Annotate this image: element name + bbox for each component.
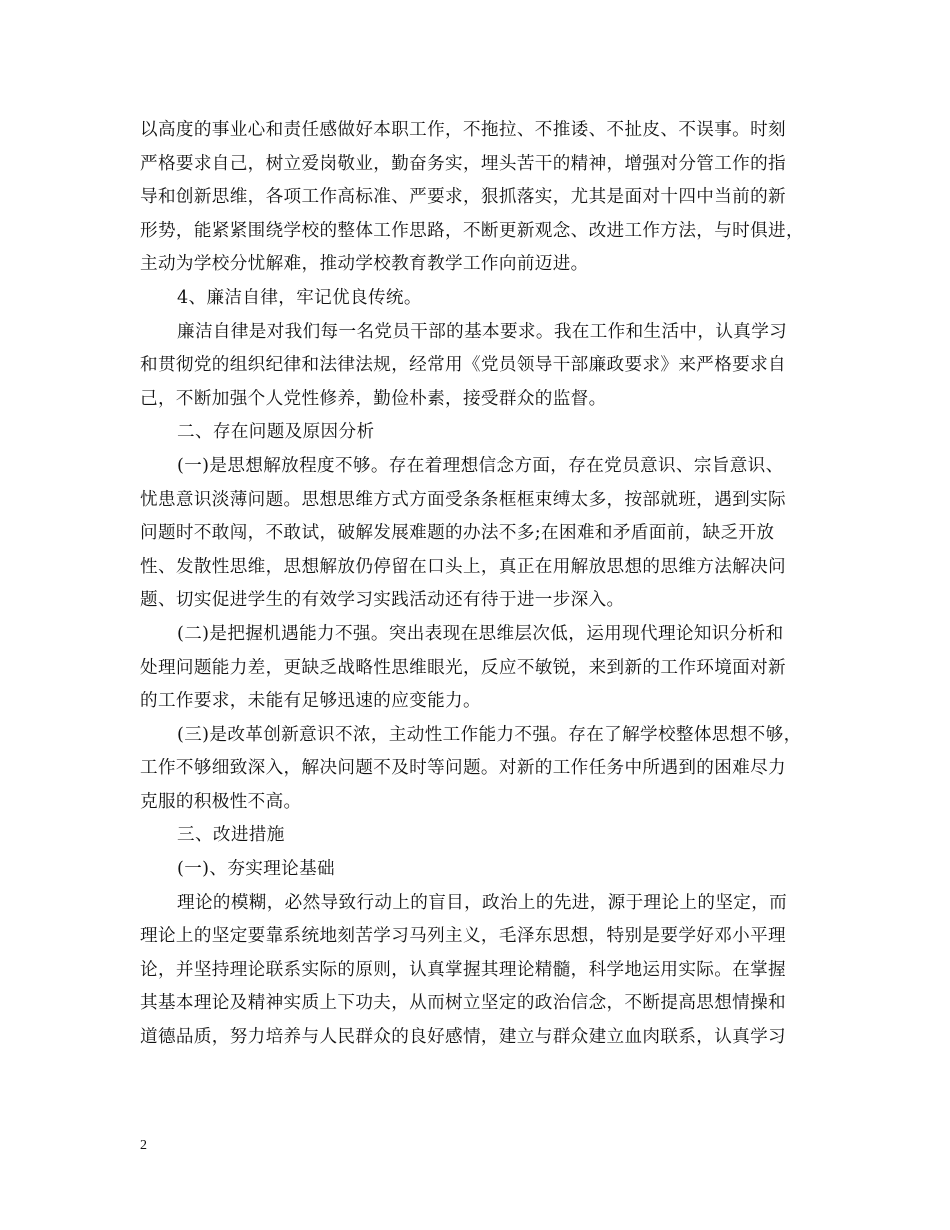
section-heading: 二、存在问题及原因分析 (177, 422, 375, 443)
body-text-line: 处理问题能力差，更缺乏战略性思维眼光，反应不敏锐，来到新的工作环境面对新 (140, 657, 786, 678)
paragraph-first-line: 廉洁自律是对我们每一名党员干部的基本要求。我在工作和生活中，认真学习 (177, 321, 788, 342)
body-text-line: 理论上的坚定要靠系统地刻苦学习马列主义，毛泽东思想，特别是要学好邓小平理 (140, 926, 786, 947)
paragraph-first-line: (二)是把握机遇能力不强。突出表现在思维层次低，运用现代理论知识分析和 (177, 623, 784, 644)
subsection-heading: (一)、夯实理论基础 (177, 859, 335, 880)
document-body (140, 114, 812, 1055)
body-text-line: 道德品质，努力培养与人民群众的良好感情，建立与群众建立血肉联系，认真学习 (140, 1027, 786, 1048)
body-text-line: 和贯彻党的组织纪律和法律法规，经常用《党员领导干部廉政要求》来严格要求自 (140, 355, 786, 376)
body-text-line: 工作不够细致深入，解决问题不及时等问题。对新的工作任务中所遇到的困难尽力 (140, 758, 786, 779)
body-text-line: 其基本理论及精神实质上下功夫，从而树立坚定的政治信念，不断提高思想情操和 (140, 993, 786, 1014)
body-text-line: 主动为学校分忧解难，推动学校教育教学工作向前迈进。 (140, 254, 589, 275)
body-text-line: 导和创新思维，各项工作高标准、严要求，狠抓落实，尤其是面对十四中当前的新 (140, 187, 786, 208)
body-text-line: 克服的积极性不高。 (140, 791, 302, 812)
section-heading: 三、改进措施 (177, 825, 285, 846)
body-text-line: 题、切实促进学生的有效学习实践活动还有待于进一步深入。 (140, 590, 625, 611)
body-text-line: 以高度的事业心和责任感做好本职工作，不拖拉、不推诿、不扯皮、不误事。时刻 (140, 120, 786, 140)
body-text-line: 性、发散性思维，思想解放仍停留在口头上，真正在用解放思想的思维方法解决问 (140, 556, 786, 577)
paragraph-first-line: (一)是思想解放程度不够。存在着理想信念方面，存在党员意识、宗旨意识、 (177, 455, 784, 476)
paragraph-first-line: (三)是改革创新意识不浓，主动性工作能力不强。存在了解学校整体思想不够， (177, 724, 802, 745)
body-text-line: 严格要求自己，树立爱岗敬业，勤奋务实，埋头苦干的精神，增强对分管工作的指 (140, 153, 786, 174)
section-heading: 4、廉洁自律，牢记优良传统。 (177, 287, 422, 308)
body-text-line: 论，并坚持理论联系实际的原则，认真掌握其理论精髓，科学地运用实际。在掌握 (140, 959, 786, 980)
body-text-line: 己，不断加强个人党性修养，勤俭朴素，接受群众的监督。 (140, 388, 607, 409)
body-text-line: 忧患意识淡薄问题。思想思维方式方面受条条框框束缚太多，按部就班，遇到实际 (140, 489, 786, 510)
body-text-line: 形势，能紧紧围绕学校的整体工作思路，不断更新观念、改进工作方法，与时俱进， (140, 220, 804, 241)
page-number: 2 (140, 1138, 147, 1153)
paragraph-first-line: 理论的模糊，必然导致行动上的盲目，政治上的先进，源于理论上的坚定，而 (177, 892, 788, 913)
body-text-line: 问题时不敢闯，不敢试，破解发展难题的办法不多;在困难和矛盾面前，缺乏开放 (140, 523, 775, 544)
body-text-line: 的工作要求，未能有足够迅速的应变能力。 (140, 691, 481, 712)
